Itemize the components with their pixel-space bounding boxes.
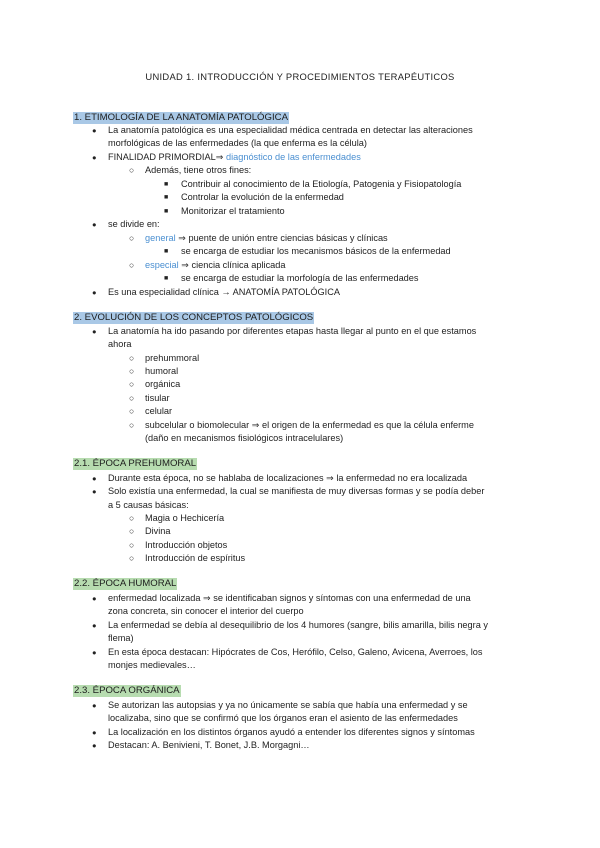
list-item	[145, 259, 535, 273]
list-item: enfermedad localizada ⇒ se identificaban signos y síntomas con una enfermedad de una	[108, 593, 471, 603]
list-item-cont: zona concreta, sin conocer el interior del cuerpo	[108, 606, 304, 616]
list-item: Solo existía una enfermedad, la cual se manifiesta de muy diversas formas y se podía deber	[108, 486, 485, 496]
list-item: Monitorizar el tratamiento	[181, 206, 285, 216]
bullet-dot-icon	[92, 592, 100, 606]
document-title: UNIDAD 1. INTRODUCCIÓN Y PROCEDIMIENTOS TERAPÉUTICOS	[145, 71, 455, 82]
bullet-dot-icon	[92, 286, 100, 300]
list-item: La localización en los distintos órganos ayudó a entender los diferentes signos y síntomas	[108, 727, 475, 737]
list-item: La anatomía patológica es una especialidad médica centrada en detectar las alteraciones	[108, 125, 473, 135]
list-item-cont: localizaba, sino que se confirmó que los órganos eran el asiento de las enfermedades	[108, 713, 458, 723]
bullet-square-icon	[164, 191, 172, 205]
bullet-circle-icon	[129, 378, 137, 392]
list-item: En esta época destacan: Hipócrates de Cos, Herófilo, Celso, Galeno, Avicena, Averroes, los	[108, 647, 483, 657]
bullet-circle-icon	[129, 552, 137, 566]
bullet-dot-icon	[92, 124, 100, 138]
bullet-dot-icon	[92, 739, 100, 753]
list-item: se encarga de estudiar los mecanismos básicos de la enfermedad	[181, 246, 451, 256]
text: ⇒ ciencia clínica aplicada	[178, 260, 286, 270]
bullet-circle-icon	[129, 512, 137, 526]
list-item: Además, tiene otros fines:	[145, 165, 252, 175]
list-item: subcelular o biomolecular ⇒ el origen de la enfermedad es que la célula enferme	[145, 420, 474, 430]
list-item: La anatomía ha ido pasando por diferentes etapas hasta llegar al punto en el que estamos	[108, 326, 477, 336]
list-item: Divina	[145, 526, 171, 536]
list-item: Contribuir al conocimiento de la Etiología, Patogenia y Fisiopatología	[181, 179, 462, 189]
list-item: Controlar la evolución de la enfermedad	[181, 192, 344, 202]
bullet-circle-icon	[129, 405, 137, 419]
list-item-cont: a 5 causas básicas:	[108, 500, 189, 510]
bullet-square-icon	[164, 205, 172, 219]
list-item-cont: ahora	[108, 339, 132, 349]
list-item: se encarga de estudiar la morfología de las enfermedades	[181, 273, 419, 283]
list-item	[108, 151, 528, 165]
text: FINALIDAD PRIMORDIAL⇒	[108, 152, 226, 162]
bullet-dot-icon	[92, 726, 100, 740]
list-item: Durante esta época, no se hablaba de localizaciones ⇒ la enfermedad no era localizada	[108, 473, 468, 483]
highlight-text: especial	[145, 260, 179, 270]
bullet-circle-icon	[129, 365, 137, 379]
list-item: Es una especialidad clínica → ANATOMÍA PATOLÓGICA	[108, 287, 340, 297]
bullet-square-icon	[164, 178, 172, 192]
bullet-circle-icon	[129, 164, 137, 178]
list-item: Magia o Hechicería	[145, 513, 225, 523]
list-item: celular	[145, 406, 173, 416]
list-item: orgánica	[145, 379, 181, 389]
bullet-dot-icon	[92, 218, 100, 232]
list-item-cont: flema)	[108, 633, 134, 643]
list-item: se divide en:	[108, 219, 160, 229]
list-item	[145, 232, 535, 246]
list-item: Destacan: A. Benivieni, T. Bonet, J.B. Morgagni…	[108, 740, 310, 750]
bullet-circle-icon	[129, 539, 137, 553]
list-item-cont: (daño en mecanismos fisiológicos intracelulares)	[145, 433, 344, 443]
text: ⇒ puente de unión entre ciencias básicas y clínicas	[175, 233, 388, 243]
bullet-square-icon	[164, 272, 172, 286]
bullet-dot-icon	[92, 485, 100, 499]
list-item-cont: morfológicas de las enfermedades (la que enferma es la célula)	[108, 138, 367, 148]
list-item: Introducción de espíritus	[145, 553, 246, 563]
list-item: Introducción objetos	[145, 540, 228, 550]
highlight-text: diagnóstico de las enfermedades	[225, 152, 361, 162]
bullet-circle-icon	[129, 419, 137, 433]
section-heading-2-1: 2.1. ÉPOCA PREHUMORAL	[74, 458, 197, 469]
bullet-dot-icon	[92, 325, 100, 339]
list-item: Se autorizan las autopsias y ya no únicamente se sabía que había una enfermedad y se	[108, 700, 468, 710]
bullet-circle-icon	[129, 525, 137, 539]
bullet-dot-icon	[92, 151, 100, 165]
section-heading-2: 2. EVOLUCIÓN DE LOS CONCEPTOS PATOLÓGICOS	[74, 312, 314, 323]
bullet-square-icon	[164, 245, 172, 259]
list-item-cont: monjes medievales…	[108, 660, 196, 670]
section-heading-2-3: 2.3. ÉPOCA ORGÁNICA	[74, 685, 180, 696]
list-item: prehummoral	[145, 353, 200, 363]
bullet-circle-icon	[129, 352, 137, 366]
section-heading-1: 1. ETIMOLOGÍA DE LA ANATOMÍA PATOLÓGICA	[74, 112, 288, 123]
bullet-circle-icon	[129, 232, 137, 246]
bullet-dot-icon	[92, 472, 100, 486]
list-item: La enfermedad se debía al desequilibrio de los 4 humores (sangre, bilis amarilla, bilis negra y	[108, 620, 488, 630]
bullet-dot-icon	[92, 619, 100, 633]
bullet-circle-icon	[129, 259, 137, 273]
highlight-text: general	[145, 233, 176, 243]
section-heading-2-2: 2.2. ÉPOCA HUMORAL	[74, 578, 177, 589]
list-item: humoral	[145, 366, 179, 376]
bullet-dot-icon	[92, 646, 100, 660]
list-item: tisular	[145, 393, 170, 403]
bullet-dot-icon	[92, 699, 100, 713]
bullet-circle-icon	[129, 392, 137, 406]
